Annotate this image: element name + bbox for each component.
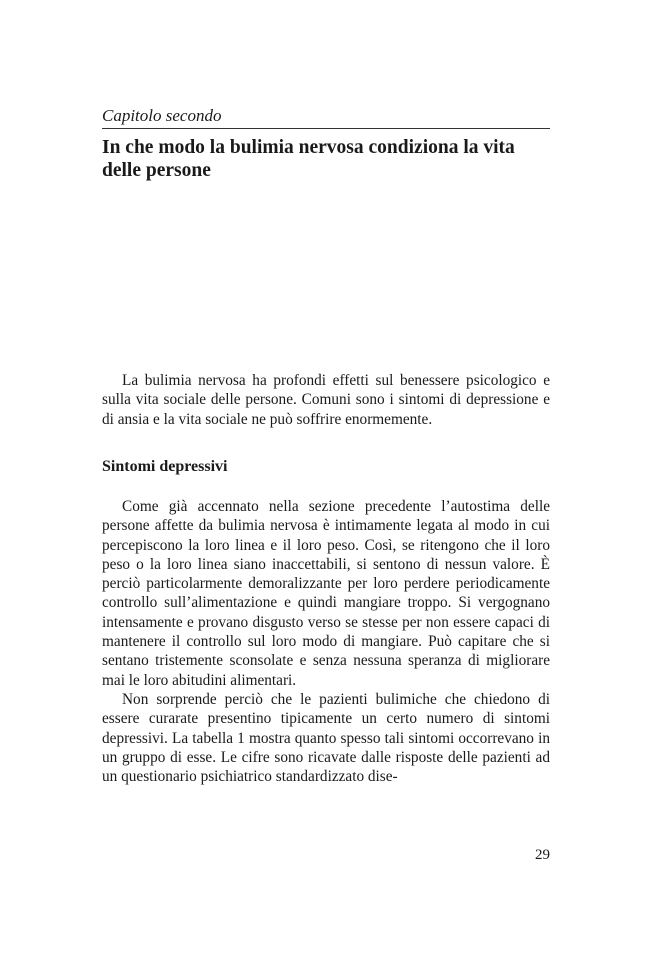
chapter-divider xyxy=(102,128,550,129)
section-heading: Sintomi depressivi xyxy=(102,458,228,475)
chapter-label: Capitolo secondo xyxy=(102,106,222,125)
section-body xyxy=(102,497,550,786)
chapter-title: In che modo la bulimia nervosa condiziona la vita delle persone xyxy=(102,137,515,181)
intro-paragraph: La bulimia nervosa ha profondi effetti sul benessere psicologico e sulla vita sociale delle persone. Comuni sono i sintomi di depressione e di ansia e la vita sociale ne può soffrire enormemente. xyxy=(102,372,550,428)
body-paragraph: Non sorprende perciò che le pazienti bulimiche che chiedono di essere curarate presentino tipicamente un certo numero di sintomi depressivi. La tabella 1 mostra quanto spesso tali sintomi occorrevano in un gruppo di esse. Le cifre sono ricavate dalle risposte delle pazienti ad un questionario psichiatrico standardizzato dise- xyxy=(102,690,550,786)
page-number: 29 xyxy=(535,847,550,863)
body-paragraph: Come già accennato nella sezione precedente l’autostima delle persone affette da bulimia nervosa è intimamente legata al modo in cui percepiscono la loro linea e il loro peso. Così, se ritengono che il loro peso o la loro linea siano inaccettabili, si sentono di nessun valore. È perciò particolarmente demoralizzante per loro perdere periodicamente controllo sull’alimentazione e quindi mangiare troppo. Si vergognano intensamente e provano disgusto verso se stesse per non essere capaci di mantenere il controllo sul loro modo di mangiare. Può capitare che si sentano tristemente sconsolate e senza nessuna speranza di migliorare mai le loro abitudini alimentari. xyxy=(102,498,550,689)
